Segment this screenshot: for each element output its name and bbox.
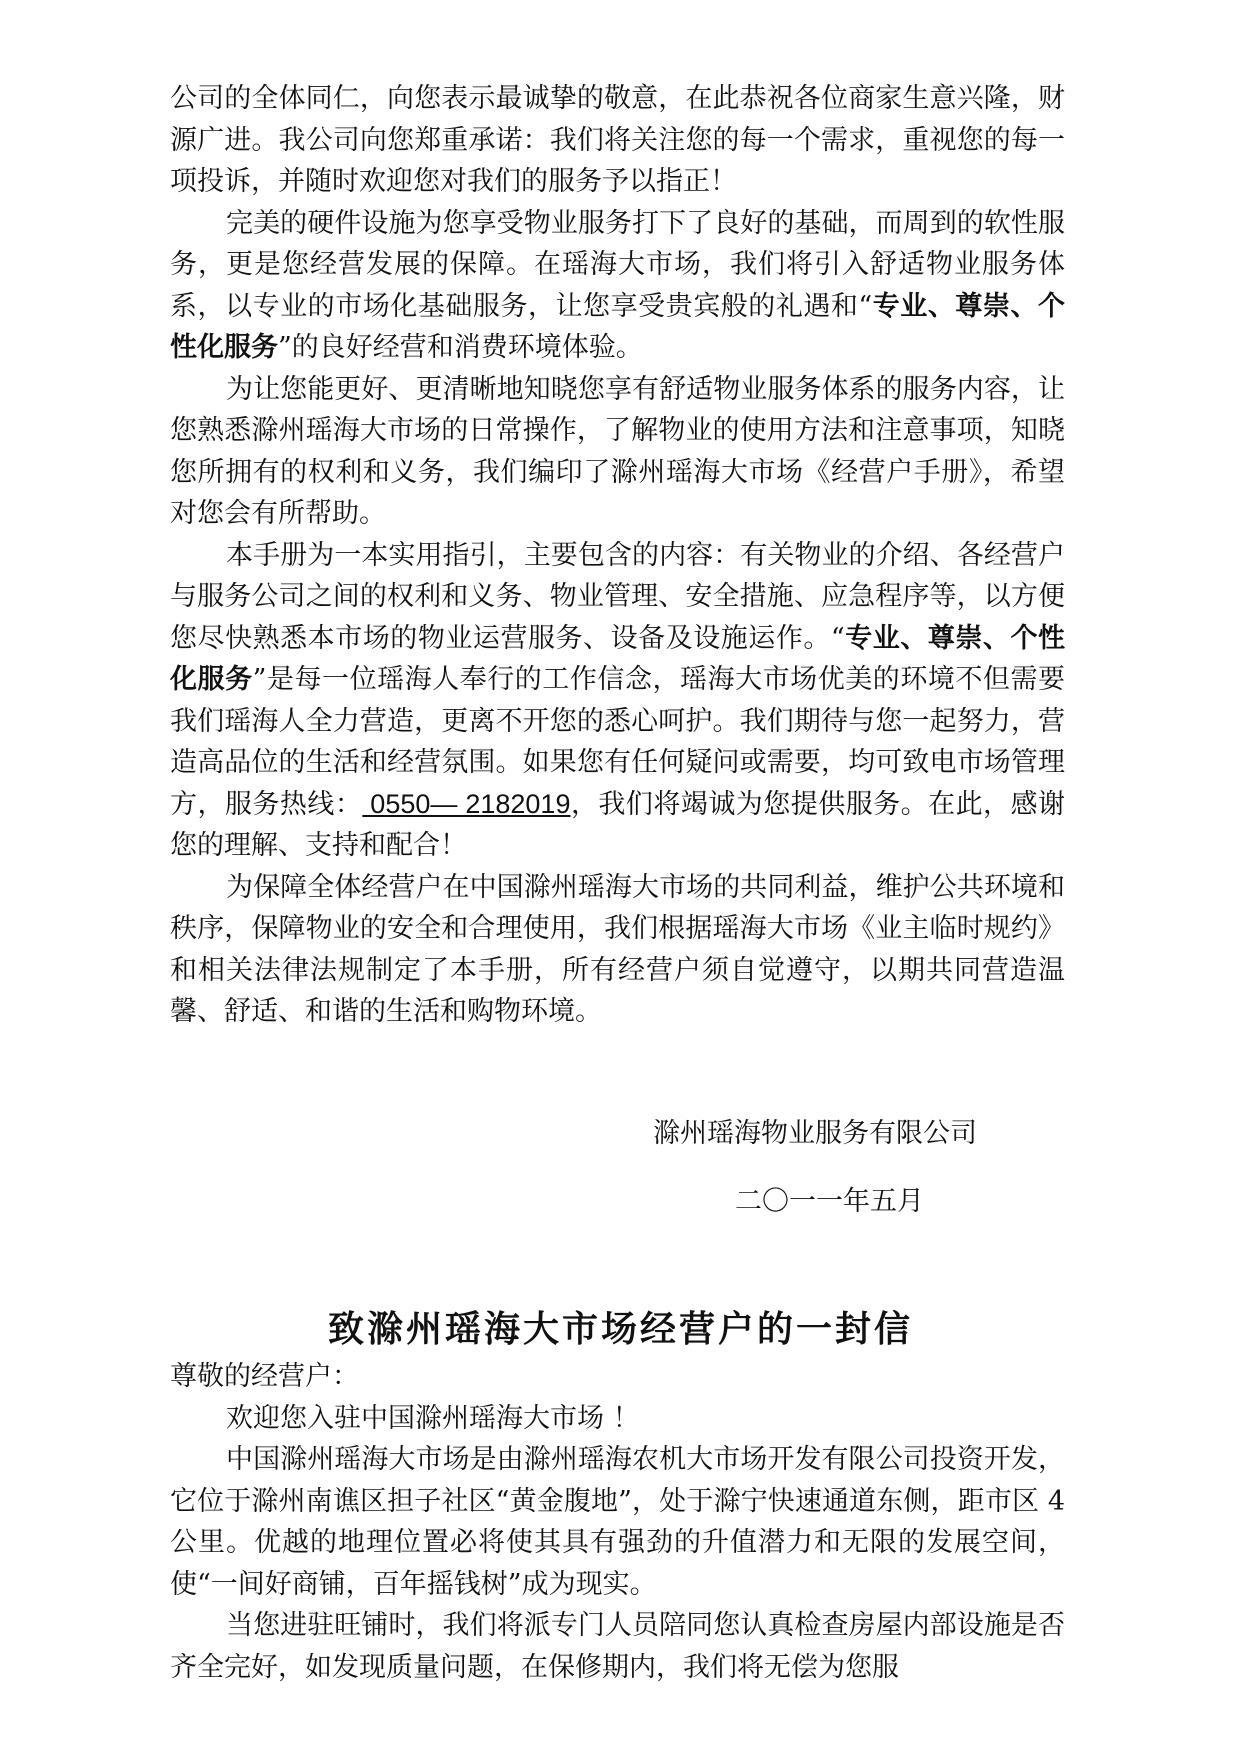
intro-paragraph-5: 为保障全体经营户在中国滁州瑶海大市场的共同利益，维护公共环境和秩序，保障物业的安全和合理使用，我们根据瑶海大市场《业主临时规约》和相关法律法规制定了本手册，所有经营户须自觉遵守，以期共同营造温馨、舒适、和谐的生活和购物环境。 — [170, 871, 1065, 1027]
letter-salutation: 尊敬的经营户： — [170, 1361, 359, 1392]
letter-paragraph-3: 当您进驻旺铺时，我们将派专门人员陪同您认真检查房屋内部设施是否齐全完好，如发现质量问题，在保修期内，我们将无偿为您服 — [170, 1610, 1065, 1683]
intro-paragraph-4-text-c: ，我们将竭诚为您提供服务。在此，感谢您的理解、支持和配合！ — [170, 788, 1066, 861]
intro-paragraph-2-text-a: 完美的硬件设施为您享受物业服务打下了良好的基础，而周到的软性服务，更是您经营发展的保障。在瑶海大市场，我们将引入舒适物业服务体系，以专业的市场化基础服务，让您享受贵宾般的礼遇和“ — [170, 207, 1065, 322]
intro-paragraph-4-emphasis: 专业、尊崇、个性化服务 — [170, 622, 1065, 695]
service-hotline: 0550— 2182019 — [362, 788, 571, 819]
intro-paragraph-1: 公司的全体同仁，向您表示最诚挚的敬意，在此恭祝各位商家生意兴隆，财源广进。我公司向您郑重承诺：我们将关注您的每一个需求，重视您的每一项投诉，并随时欢迎您对我们的服务予以指正！ — [170, 83, 1065, 197]
signature-date: 二〇一一年五月 — [735, 1186, 924, 1217]
intro-section — [170, 78, 1065, 1033]
letter-title: 致滁州瑶海大市场经营户的一封信 — [327, 1309, 913, 1350]
letter-section — [170, 1356, 1065, 1688]
intro-paragraph-2-text-b: ”的良好经营和消费环境体验。 — [278, 332, 643, 363]
letter-paragraph-1: 欢迎您入驻中国滁州瑶海大市场 ！ — [226, 1402, 640, 1434]
intro-paragraph-4 — [170, 535, 1065, 867]
intro-paragraph-3: 为让您能更好、更清晰地知晓您享有舒适物业服务体系的服务内容，让您熟悉滁州瑶海大市场的日常操作，了解物业的使用方法和注意事项，知晓您所拥有的权利和义务，我们编印了滁州瑶海大市场《经营户手册》，希望对您会有所帮助。 — [170, 373, 1065, 529]
intro-paragraph-4-text-a: 本手册为一本实用指引，主要包含的内容：有关物业的介绍、各经营户与服务公司之间的权利和义务、物业管理、安全措施、应急程序等，以方便您尽快熟悉本市场的物业运营服务、设备及设施运作。“ — [170, 539, 1065, 654]
letter-paragraph-2: 中国滁州瑶海大市场是由滁州瑶海农机大市场开发有限公司投资开发，它位于滁州南谯区担子社区“黄金腹地”，处于滁宁快速通道东侧，距市区 4 公里。优越的地理位置必将使其具有强劲的升值潜力和无限的发展空间，使“一间好商铺，百年摇钱树”成为现实。 — [170, 1444, 1065, 1600]
intro-paragraph-4-text-b: ”是每一位瑶海人奉行的工作信念，瑶海大市场优美的环境不但需要我们瑶海人全力营造，更离不开您的悉心呵护。我们期待与您一起努力，营造高品位的生活和经营氛围。如果您有任何疑问或需要，均可致电市场管理方，服务热线： — [170, 664, 1066, 820]
signature-company: 滁州瑶海物业服务有限公司 — [653, 1118, 977, 1149]
intro-paragraph-2-emphasis: 专业、尊崇、个性化服务 — [170, 290, 1065, 363]
intro-paragraph-2 — [170, 203, 1065, 369]
